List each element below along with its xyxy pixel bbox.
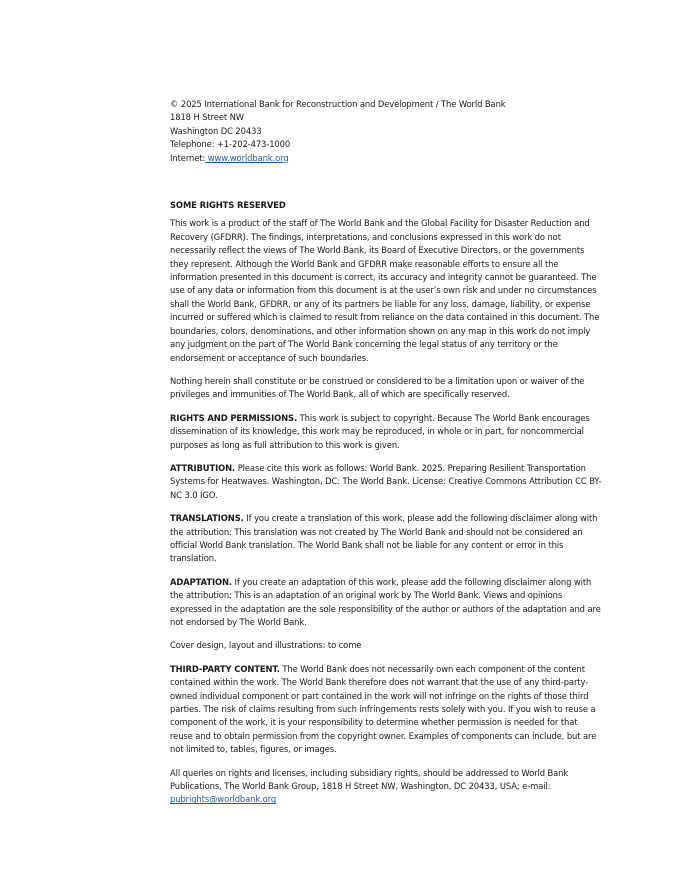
internet-label: Internet: [170,152,206,163]
attribution-lead: ATTRIBUTION. [170,462,236,473]
rights-heading: SOME RIGHTS RESERVED [170,200,286,211]
permissions-paragraph [170,412,602,452]
email-link[interactable]: pubrights@worldbank.org [170,794,277,805]
copyright-line: © 2025 International Bank for Reconstruction and Development / The World Bank [170,99,506,109]
attribution-text: Please cite this work as follows: World Bank. 2025. Preparing Resilient Transportation Systems for Heatwaves. Washington, DC: The World Bank. License: Creative Commons Attribution CC BY-NC 3.0 IGO. [170,462,602,500]
internet-line [170,152,602,165]
translations-paragraph [170,512,602,566]
third-party-text: The World Bank does not necessarily own each component of the content contained within the work. The World Bank therefore does not warrant that the use of any third-party-owned individual component or part contained in the work will not infringe on the rights of those third parties. The risk of claims resulting from such infringements rests solely with you. If you wish to reuse a component of the work, it is your responsibility to determine whether permission is needed for that reuse and to obtain permission from the copyright owner. Examples of components can include, but are not limited to, tables, figures, or images. [170,663,597,755]
copyright-page [170,98,602,807]
address-block [170,98,602,165]
translations-lead: TRANSLATIONS. [170,513,244,524]
city-line: Washington DC 20433 [170,125,262,136]
permissions-text: This work is subject to copyright. Because The World Bank encourages dissemination of its knowledge, this work may be reproduced, in whole or in part, for noncommercial purposes as long as full attribution to this work is given. [170,412,590,450]
website-link[interactable]: www.worldbank.org [205,152,289,163]
adaptation-text: If you create an adaptation of this work, please add the following disclaimer along with the attribution: This is an adaptation of an original work by The World Bank. Views and opinions expressed in the adaptation are the sole responsibility of the author or authors of the adaptation and are not endorsed by The World Bank. [170,576,601,627]
permissions-lead: RIGHTS AND PERMISSIONS. [170,412,298,423]
street-line: 1818 H Street NW [170,112,244,123]
telephone-line: Telephone: +1-202-473-1000 [170,139,291,150]
immunities-paragraph: Nothing herein shall constitute or be construed or considered to be a limitation upon or waiver of the privileges and immunities of The World Bank, all of which are specifically reserved. [170,375,585,400]
queries-text: All queries on rights and licenses, including subsidiary rights, should be addressed to World Bank Publications, The World Bank Group, 1818 H Street NW, Washington, DC 20433, USA; e-mail: [170,767,569,792]
disclaimer-paragraph: This work is a product of the staff of The World Bank and the Global Facility for Disaster Reduction and Recovery (GFDRR). The findings, interpretations, and conclusions expressed in this work do not necessarily reflect the views of The World Bank, its Board of Executive Directors, or the governments they represent. Although the World Bank and GFDRR make reasonable efforts to ensure all the information presented in this document is correct, its accuracy and integrity cannot be guaranteed. The use of any data or information from this document is at the user’s own risk and under no circumstances shall the World Bank, GFDRR, or any of its partners be liable for any loss, damage, liability, or expense incurred or suffered which is claimed to result from reliance on the data contained in this document. The boundaries, colors, denominations, and other information shown on any map in this work do not imply any judgment on the part of The World Bank concerning the legal status of any territory or the endorsement or acceptance of such boundaries. [170,218,600,363]
adaptation-lead: ADAPTATION. [170,576,232,587]
adaptation-paragraph [170,576,602,630]
third-party-paragraph [170,663,602,757]
queries-paragraph [170,767,602,807]
attribution-paragraph [170,462,602,502]
cover-credit-paragraph: Cover design, layout and illustrations: to come [170,640,362,651]
third-party-lead: THIRD-PARTY CONTENT. [170,663,280,674]
translations-text: If you create a translation of this work, please add the following disclaimer along with the attribution: This translation was not created by The World Bank and should not be considered an official World Bank translation. The World Bank shall not be liable for any content or error in this translation. [170,513,598,564]
